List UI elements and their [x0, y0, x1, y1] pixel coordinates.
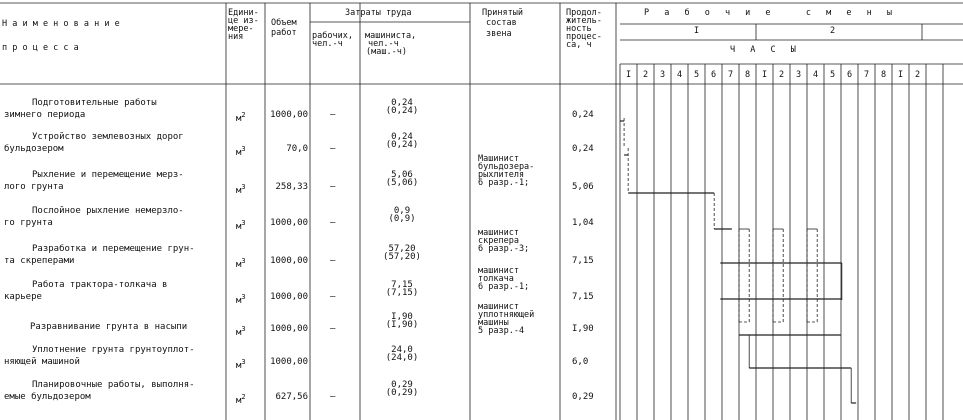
- header-unit-1: Едини-: [228, 8, 259, 18]
- volume-value: 1000,00: [270, 292, 308, 302]
- machinist-hours-value: (0,24): [385, 140, 419, 150]
- machinist-hours-value: (I,90): [385, 320, 419, 330]
- unit-value: $м^3$: [236, 293, 246, 306]
- hour-label: 2: [778, 70, 785, 80]
- header-mach-3: (маш.-ч): [366, 47, 407, 57]
- header-mach-1: машиниста,: [365, 31, 417, 41]
- process-name: Разработка и перемещение грун-: [32, 244, 195, 254]
- crew-line: машинист: [478, 302, 519, 312]
- machinist-value: 0,29: [391, 380, 413, 390]
- unit-exponent: 3: [241, 145, 246, 153]
- crew-line: 6 разр.-1;: [478, 282, 530, 292]
- header-duration-3: ность: [566, 24, 592, 34]
- header-volume-2: работ: [271, 28, 297, 38]
- header-crew-3: звена: [486, 29, 512, 39]
- crew-line: машинист: [478, 266, 519, 276]
- volume-value: 1000,00: [270, 218, 308, 228]
- unit-exponent: 2: [241, 111, 246, 119]
- hour-label: 8: [880, 70, 887, 80]
- unit-exponent: 3: [241, 293, 246, 301]
- unit-value: $м^3$: [236, 358, 246, 371]
- workers-value: –: [330, 144, 336, 154]
- header-shift-2: 2: [830, 26, 836, 36]
- machinist-hours-value: (7,15): [385, 288, 419, 298]
- unit-exponent: 3: [241, 325, 246, 333]
- workers-value: –: [330, 256, 336, 266]
- machinist-value: I,90: [391, 312, 413, 322]
- process-name: Послойное рыхление немерзло-: [32, 206, 184, 216]
- duration-value: 0,29: [572, 392, 594, 402]
- process-name: Планировочные работы, выполня-: [32, 380, 195, 390]
- volume-value: 258,33: [275, 182, 308, 192]
- unit-exponent: 3: [241, 358, 246, 366]
- hour-label: 3: [659, 70, 666, 80]
- process-name: бульдозером: [4, 144, 64, 154]
- volume-value: 1000,00: [270, 357, 308, 367]
- unit-exponent: 3: [241, 219, 246, 227]
- process-name: Работа трактора-толкача в: [32, 280, 168, 290]
- crew-line: машинист: [478, 228, 519, 238]
- crew-line: скрепера: [478, 236, 519, 246]
- process-name: Уплотнение грунта грунтоуплот-: [32, 345, 195, 355]
- machinist-hours-value: (57,20): [383, 252, 421, 262]
- header-duration-4: процес-: [566, 32, 602, 42]
- crew-line: толкача: [478, 274, 514, 284]
- header-workers-1: рабочих,: [312, 31, 353, 41]
- hour-label: 6: [710, 70, 717, 80]
- volume-value: 627,56: [275, 392, 308, 402]
- process-name: зимнего периода: [4, 110, 86, 120]
- hour-label: 3: [795, 70, 802, 80]
- machinist-hours-value: (0,29): [385, 388, 419, 398]
- duration-value: 6,0: [572, 357, 589, 367]
- unit-value: $м^3$: [236, 257, 246, 270]
- workers-value: –: [330, 182, 336, 192]
- crew-line: Машинист: [478, 154, 519, 164]
- header-hours: Ч А С Ы: [730, 45, 801, 55]
- machinist-value: 0,9: [393, 206, 411, 216]
- workers-value: –: [330, 324, 336, 334]
- duration-value: 7,15: [572, 292, 594, 302]
- machinist-value: 5,06: [391, 170, 413, 180]
- hour-label: I: [761, 70, 768, 80]
- unit-value: $м^2$: [236, 111, 246, 124]
- process-name: Устройство землевозных дорог: [32, 132, 184, 142]
- machinist-value: 0,24: [391, 98, 413, 108]
- hour-label: 7: [727, 70, 734, 80]
- machinist-hours-value: (24,0): [385, 353, 419, 363]
- volume-value: 1000,00: [270, 110, 308, 120]
- header-labor: Затраты труда: [345, 8, 412, 18]
- hour-label: 6: [846, 70, 853, 80]
- unit-value: $м^2$: [236, 393, 246, 406]
- machinist-hours-value: (0,9): [388, 214, 416, 224]
- header-process-line1: Н а и м е н о в а н и е: [2, 19, 120, 29]
- header-crew-1: Принятый: [482, 8, 523, 18]
- crew-line: уплотняющей: [478, 310, 535, 320]
- hour-label: 2: [914, 70, 921, 80]
- duration-value: 1,04: [572, 218, 594, 228]
- duration-value: I,90: [572, 324, 594, 334]
- workers-value: –: [330, 218, 336, 228]
- header-duration-2: житель-: [566, 16, 602, 26]
- duration-value: 7,15: [572, 256, 594, 266]
- volume-value: 1000,00: [270, 324, 308, 334]
- crew-line: 5 разр.-4: [478, 326, 525, 336]
- machinist-hours-value: (5,06): [385, 178, 419, 188]
- crew-line: 6 разр.-3;: [478, 244, 530, 254]
- volume-value: 70,0: [286, 144, 308, 154]
- unit-value: $м^3$: [236, 219, 246, 232]
- process-name: Рыхление и перемещение мерз-: [32, 170, 184, 180]
- unit-value: $м^3$: [236, 325, 246, 338]
- header-unit-3: мере-: [228, 24, 254, 34]
- crew-line: рыхлителя: [478, 170, 525, 180]
- machinist-value: 7,15: [391, 280, 413, 290]
- workers-value: –: [330, 292, 336, 302]
- hour-label: 4: [676, 70, 683, 80]
- hour-label: 8: [744, 70, 751, 80]
- workers-value: –: [330, 110, 336, 120]
- hour-label: 2: [642, 70, 649, 80]
- header-volume-1: Объем: [271, 18, 297, 28]
- process-name: карьере: [4, 292, 42, 302]
- hour-label: I: [625, 70, 632, 80]
- volume-value: 1000,00: [270, 256, 308, 266]
- header-crew-2: состав: [486, 18, 517, 28]
- process-name: Подготовительные работы: [32, 98, 157, 108]
- duration-value: 0,24: [572, 110, 594, 120]
- hour-label: 7: [863, 70, 870, 80]
- hour-label: I: [897, 70, 904, 80]
- hour-label: 4: [812, 70, 819, 80]
- unit-exponent: 3: [241, 257, 246, 265]
- crew-line: машины: [478, 318, 509, 328]
- process-name: го грунта: [4, 218, 53, 228]
- header-shifts: Р а б о ч и е с м е н ы: [644, 8, 897, 18]
- machinist-value: 0,24: [391, 132, 413, 142]
- crew-line: бульдозера-: [478, 162, 535, 172]
- machinist-hours-value: (0,24): [385, 106, 419, 116]
- header-process-line3: п р о ц е с с а: [2, 43, 79, 53]
- hour-label: 5: [693, 70, 700, 80]
- duration-value: 0,24: [572, 144, 594, 154]
- unit-exponent: 2: [241, 393, 246, 401]
- machinist-value: 24,0: [391, 345, 413, 355]
- header-duration-5: са, ч: [566, 40, 592, 50]
- duration-value: 5,06: [572, 182, 594, 192]
- process-name: лого грунта: [4, 182, 64, 192]
- workers-value: –: [330, 392, 336, 402]
- process-name: Разравнивание грунта в насыпи: [30, 322, 188, 332]
- header-unit-2: це из-: [228, 16, 259, 26]
- process-name: емые бульдозером: [4, 392, 91, 402]
- unit-value: $м^3$: [236, 145, 246, 158]
- header-duration-1: Продол-: [566, 8, 602, 18]
- header-shift-1: I: [694, 26, 700, 36]
- hour-label: 5: [829, 70, 836, 80]
- header-mach-2: чел.-ч: [368, 39, 399, 49]
- machinist-value: 57,20: [388, 244, 416, 254]
- process-name: няющей машиной: [4, 357, 80, 367]
- header-unit-4: ния: [228, 32, 244, 42]
- header-workers-2: чел.-ч: [312, 39, 343, 49]
- unit-exponent: 3: [241, 183, 246, 191]
- process-name: та скреперами: [4, 256, 75, 266]
- crew-line: 6 разр.-1;: [478, 178, 530, 188]
- unit-value: $м^3$: [236, 183, 246, 196]
